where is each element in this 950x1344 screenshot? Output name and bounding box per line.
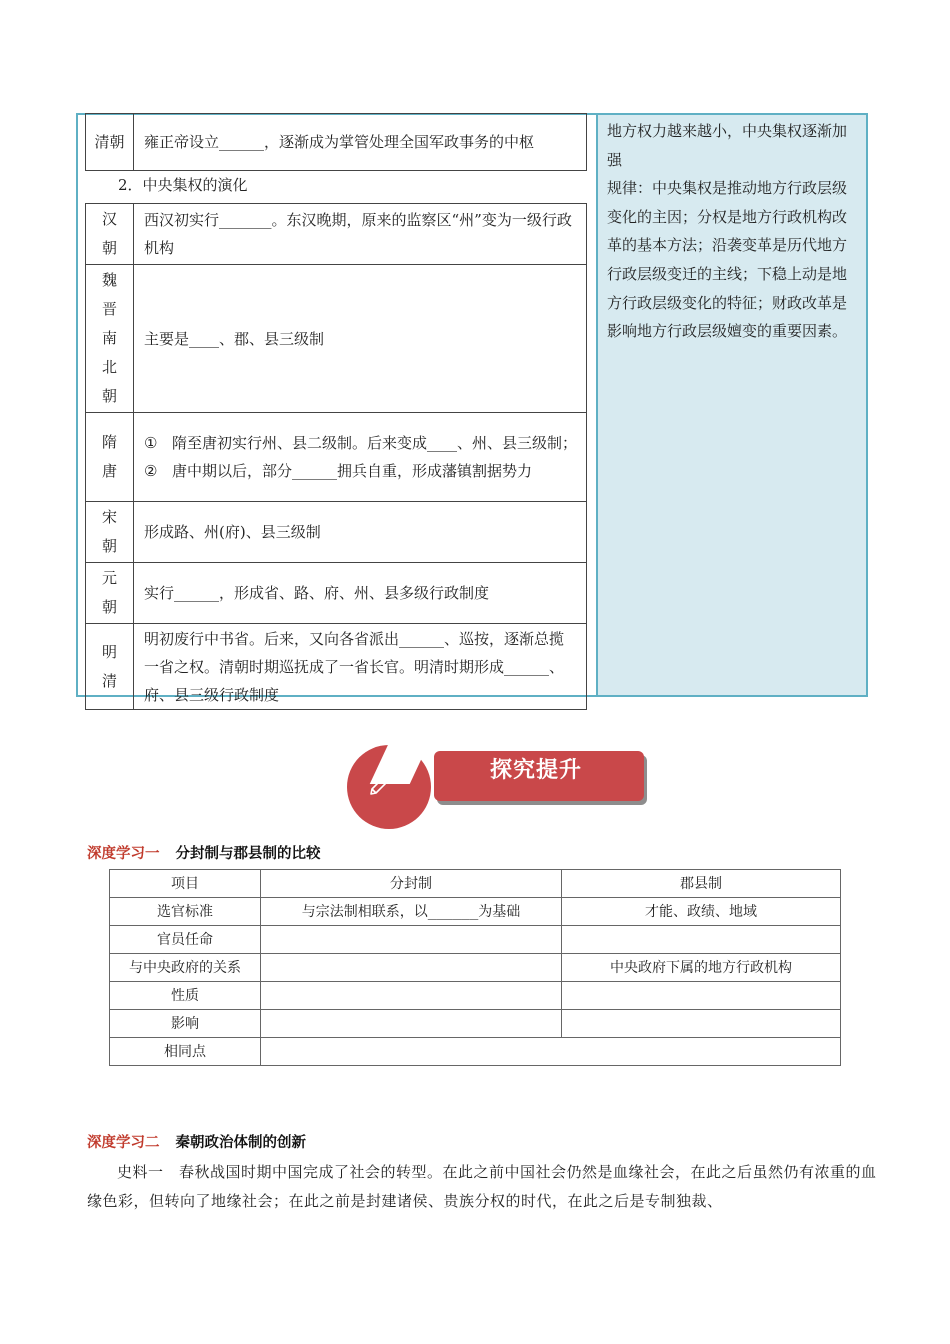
- table-cell: 与中央政府的关系: [110, 954, 261, 982]
- table-cell: [261, 954, 562, 982]
- table-cell: 选官标准: [110, 898, 261, 926]
- summary-panel: [596, 113, 868, 697]
- table-cell: [562, 1010, 841, 1038]
- comparison-table: [109, 869, 841, 1066]
- table-cell: [562, 926, 841, 954]
- summary-line-1: 地方权力越来越小，中央集权逐渐加强: [607, 122, 848, 169]
- item-number: ①: [144, 434, 158, 452]
- section-title: 分封制与郡县制的比较: [175, 846, 321, 862]
- qing-table: [85, 113, 587, 171]
- section-2-heading: [87, 1131, 306, 1152]
- section-title: 秦朝政治体制的创新: [175, 1135, 306, 1151]
- table-row: [86, 204, 587, 265]
- dynasty-cell: 汉 朝: [86, 204, 134, 265]
- table-row: [110, 926, 841, 954]
- source-paragraph: 史料一 春秋战国时期中国完成了社会的转型。在此之前中国社会仍然是血缘社会，在此之后虽然仍有浓重的血缘色彩，但转向了地缘社会；在此之前是封建诸侯、贵族分权的时代，在此之后是专制独裁、: [87, 1163, 877, 1210]
- dynasty-cell: 明 清: [86, 624, 134, 710]
- table-row: [110, 982, 841, 1010]
- section-label: 深度学习一: [87, 846, 160, 862]
- content-cell: 雍正帝设立______，逐渐成为掌管处理全国军政事务的中枢: [134, 114, 587, 171]
- table-cell: 才能、政绩、地域: [562, 898, 841, 926]
- list-item: [144, 429, 578, 457]
- item-text: 隋至唐初实行州、县二级制。后来变成____、州、县三级制；: [172, 434, 578, 452]
- pencil-icon: [367, 768, 397, 798]
- table-cell: [261, 1038, 841, 1066]
- table-cell: 中央政府下属的地方行政机构: [562, 954, 841, 982]
- table-row: [86, 413, 587, 502]
- dynasty-cell: 隋 唐: [86, 413, 134, 502]
- item-text: 唐中期以后，部分______拥兵自重，形成藩镇割据势力: [172, 462, 533, 480]
- table-row: [86, 563, 587, 624]
- list-item: [144, 457, 578, 485]
- table-row: [86, 624, 587, 710]
- content-cell: 形成路、州(府)、县三级制: [134, 502, 587, 563]
- table-row: [86, 265, 587, 413]
- dynasty-cell: 宋 朝: [86, 502, 134, 563]
- table-row: [110, 898, 841, 926]
- table-cell: 相同点: [110, 1038, 261, 1066]
- table-cell: 官员任命: [110, 926, 261, 954]
- table-cell: 性质: [110, 982, 261, 1010]
- section-label: 深度学习二: [87, 1135, 160, 1151]
- section-1-heading: [87, 842, 321, 863]
- header-cell: 项目: [110, 870, 261, 898]
- summary-line-2: 规律：中央集权是推动地方行政层级变化的主因；分权是地方行政机构改革的基本方法；沿袭变革是历代地方行政层级变迁的主线；下稳上动是地方行政层级变化的特征；财政改革是影响地方行政层级嬗变的重要因素。: [607, 179, 848, 341]
- table-cell: [261, 1010, 562, 1038]
- content-cell: 西汉初实行_______。东汉晚期，原来的监察区“州”变为一级行政机构: [134, 204, 587, 265]
- table-row: [110, 954, 841, 982]
- table-row: [86, 114, 587, 171]
- content-cell: 主要是____、郡、县三级制: [134, 265, 587, 413]
- header-cell: 郡县制: [562, 870, 841, 898]
- table-row: [110, 1038, 841, 1066]
- section-banner: 探究提升: [434, 751, 644, 801]
- header-cell: 分封制: [261, 870, 562, 898]
- dynasty-cell: 元 朝: [86, 563, 134, 624]
- dynasty-cell: 魏 晋 南 北 朝: [86, 265, 134, 413]
- table-cell: [261, 982, 562, 1010]
- table-cell: [562, 982, 841, 1010]
- table-cell: 影响: [110, 1010, 261, 1038]
- content-cell: 明初废行中书省。后来，又向各省派出______、巡按，逐渐总揽一省之权。清朝时期巡抚成了一省长官。明清时期形成______、府、县三级行政制度: [134, 624, 587, 710]
- table-cell: 与宗法制相联系，以______为基础: [261, 898, 562, 926]
- dynasty-cell: 清朝: [86, 114, 134, 171]
- table-row: [86, 502, 587, 563]
- table-header-row: [110, 870, 841, 898]
- table-cell: [261, 926, 562, 954]
- evolution-heading: 2．中央集权的演化: [118, 176, 248, 194]
- item-number: ②: [144, 462, 158, 480]
- content-cell: [134, 413, 587, 502]
- table-row: [110, 1010, 841, 1038]
- content-cell: 实行______，形成省、路、府、州、县多级行政制度: [134, 563, 587, 624]
- evolution-table: [85, 203, 587, 710]
